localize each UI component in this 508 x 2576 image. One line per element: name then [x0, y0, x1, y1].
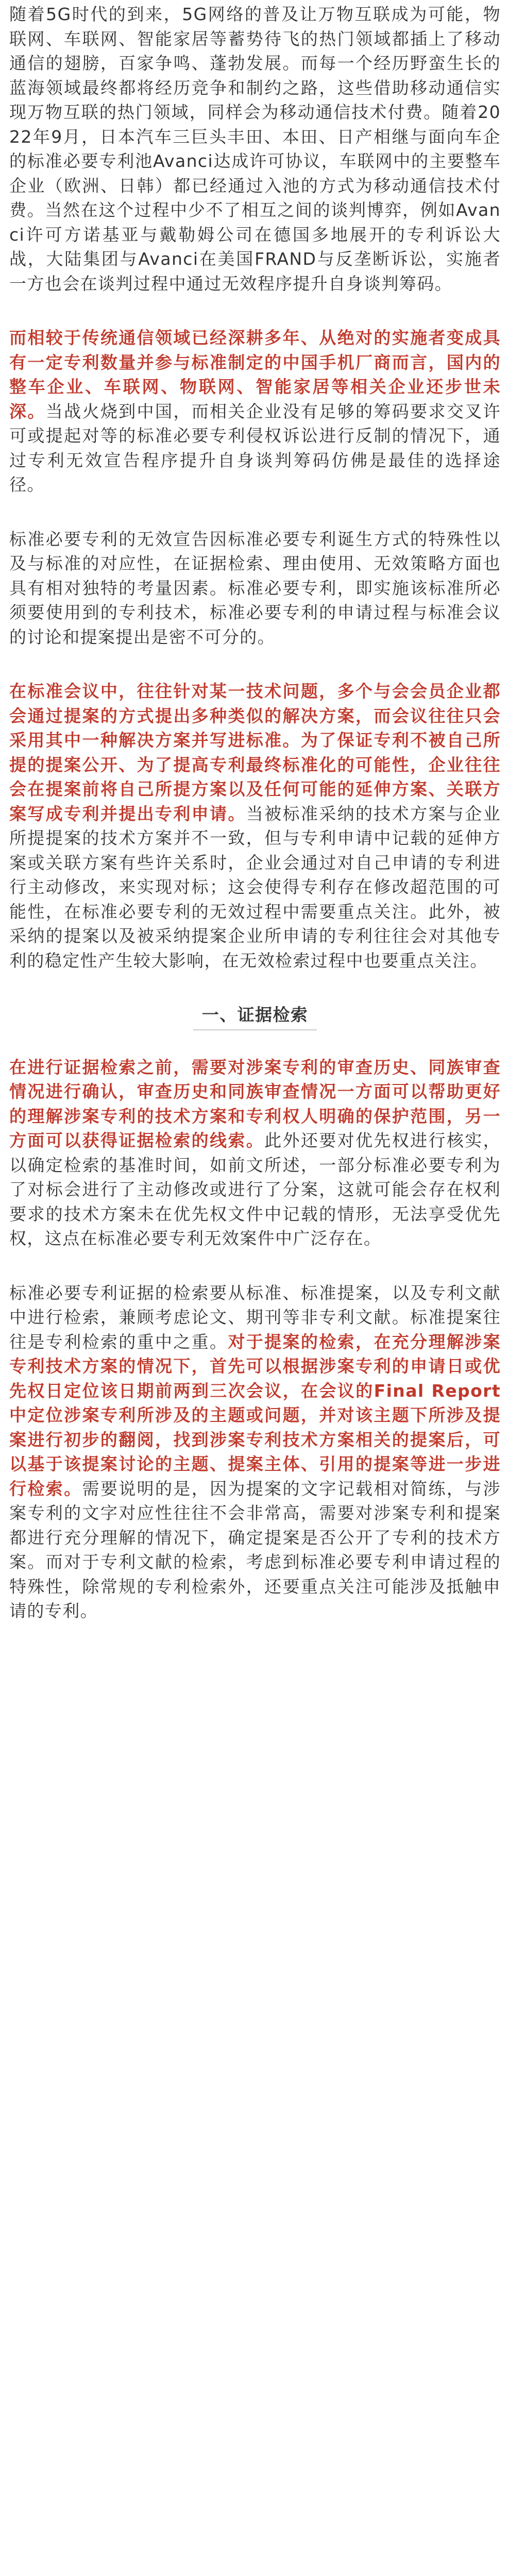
section-heading-block — [9, 1003, 501, 1030]
paragraph-text: 需要说明的是，因为提案的文字记载相对简练，与涉案专利的文字对应性往往不会非常高，需要对涉案专利和提案都进行充分理解的情况下，确定提案是否公开了专利的技术方案。而对于专利文献的检索，考虑到标准必要专利申请过程的特殊性，除常规的专利检索外，还要重点关注可能涉及抵触申请的专利。 — [9, 1478, 501, 1621]
paragraph-sep-characteristics — [9, 527, 501, 650]
paragraph-text: 标准必要专利证据的检索要从标准、标准提案，以及专利文献中进行检索，兼顾考虑论文、期刊等非专利文献。标准提案往往是专利检索的重中之重。 — [9, 1282, 501, 1352]
highlight-text: 在进行证据检索之前，需要对涉案专利的审查历史、同族审查情况进行确认，审查历史和同族审查情况一方面可以帮助更好的理解涉案专利的技术方案和专利权人明确的保护范围，另一方面可以获得证据检索的线索。 — [9, 1057, 501, 1150]
paragraph-text: 标准必要专利的无效宣告因标准必要专利诞生方式的特殊性以及与标准的对应性，在证据检索、理由使用、无效策略方面也具有相对独特的考量因素。标准必要专利，即实施该标准所必须要使用到的专利技术，标准必要专利的申请过程与标准会议的讨论和提案提出是密不可分的。 — [9, 529, 501, 647]
paragraph-text: 当战火烧到中国，而相关企业没有足够的筹码要求交叉许可或提起对等的标准必要专利侵权诉讼进行反制的情况下，通过专利无效宣告程序提升自身谈判筹码仿佛是最佳的选择途径。 — [9, 401, 501, 495]
highlight-text: 在标准会议中，往往针对某一技术问题，多个与会会员企业都会通过提案的方式提出多种类似的解决方案，而会议往往只会采用其中一种解决方案并写进标准。为了保证专利不被自己所提的提案公开、为了提高专利最终标准化的可能性，企业往往会在提案前将自己所提方案以及任何可能的延伸方案、关联方案写成专利并提出专利申请。 — [9, 681, 501, 824]
paragraph-intro-text: 随着5G时代的到来，5G网络的普及让万物互联成为可能，物联网、车联网、智能家居等蓄势待飞的热门领域都插上了移动通信的翅膀，百家争鸣、蓬勃发展。而每一个经历野蛮生长的蓝海领域最终都将经历竞争和制约之路，这些借助移动通信实现万物互联的热门领域，同样会为移动通信技术付费。随着2022年9月，日本汽车三巨头丰田、本田、日产相继与面向车企的标准必要专利池Avanci达成许可协议，车联网中的主要整车企业（欧洲、日韩）都已经通过入池的方式为移动通信技术付费。当然在这个过程中少不了相互之间的谈判博弈，例如Avanci许可方诺基亚与戴勒姆公司在德国多地展开的专利诉讼大战，大陆集团与Avanci在美国FRAND与反垄断诉讼，实施者一方也会在谈判过程中通过无效程序提升自身谈判筹码。 — [9, 4, 501, 294]
paragraph-evidence-search — [9, 1281, 501, 1623]
highlight-text: 而相较于传统通信领域已经深耕多年、从绝对的实施者变成具有一定专利数量并参与标准制定的中国手机厂商而言，国内的整车企业、车联网、物联网、智能家居等相关企业还步世未深。 — [9, 328, 501, 421]
paragraph-standard-meeting — [9, 679, 501, 973]
paragraph-pre-search — [9, 1055, 501, 1251]
section-heading: 一、证据检索 — [201, 1005, 309, 1025]
paragraph-domestic-enterprises — [9, 326, 501, 497]
paragraph-text: 此外还要对优先权进行核实，以确定检索的基准时间，如前文所述，一部分标准必要专利为了对标会进行了主动修改或进行了分案，这就可能会存在权利要求的技术方案未在优先权文件中记载的情形，无法享受优先权，这点在标准必要专利无效案件中广泛存在。 — [9, 1130, 501, 1248]
heading-divider — [193, 1029, 317, 1030]
highlight-text: 对于提案的检索，在充分理解涉案专利技术方案的情况下，首先可以根据涉案专利的申请日或优先权日定位该日期前两到三次会议，在会议的Final Report中定位涉案专利所涉及的主题或问题，并对该主题下所涉及提案进行初步的翻阅，找到涉案专利技术方案相关的提案后，可以基于该提案讨论的主题、提案主体、引用的提案等进一步进行检索。 — [9, 1331, 501, 1499]
paragraph-intro — [9, 2, 501, 296]
paragraph-text: 当被标准采纳的技术方案与企业所提提案的技术方案并不一致，但与专利申请中记载的延伸方案或关联方案有些许关系时，企业会通过对自己申请的专利进行主动修改，来实现对标；这会使得专利存在修改超范围的可能性，在标准必要专利的无效过程中需要重点关注。此外，被采纳的提案以及被采纳提案企业所申请的专利往往会对其他专利的稳定性产生较大影响，在无效检索过程中也要重点关注。 — [9, 803, 501, 971]
